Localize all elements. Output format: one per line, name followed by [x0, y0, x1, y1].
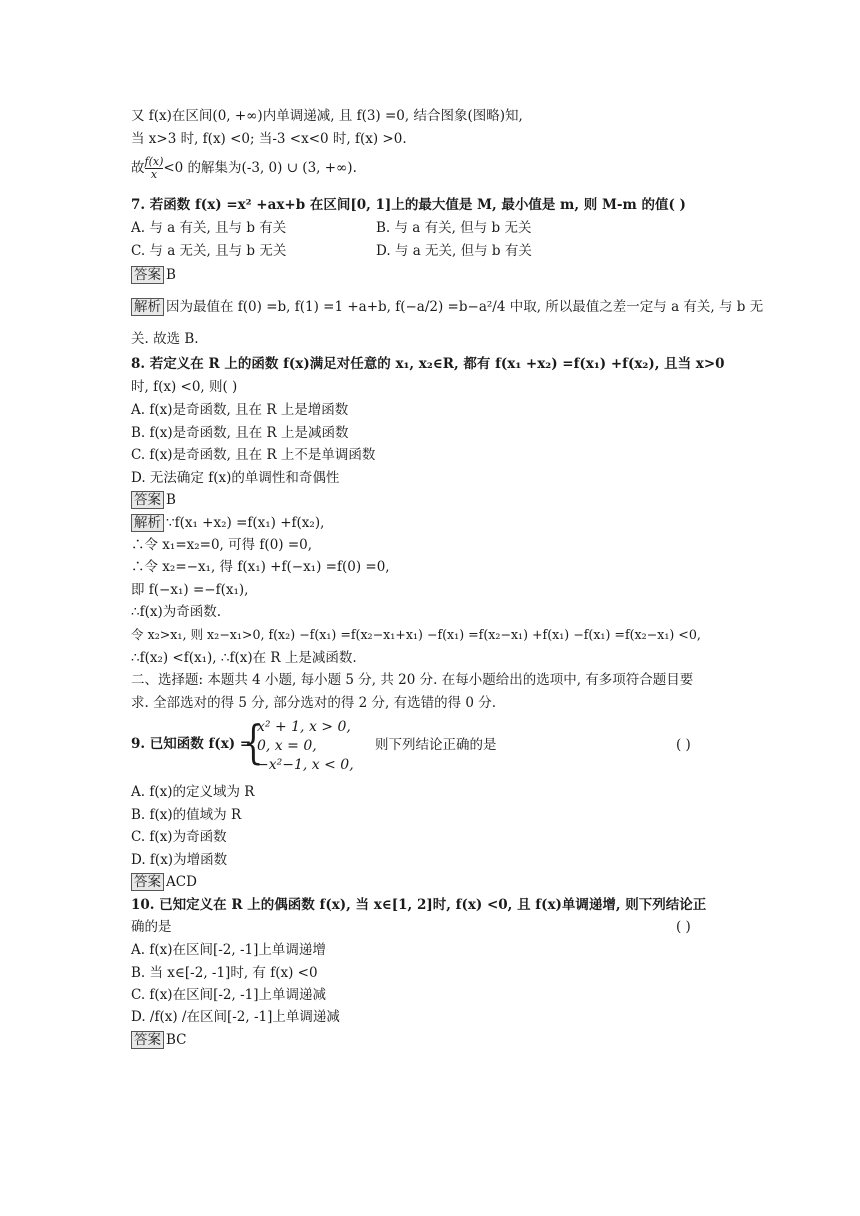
- analysis-7-line1: [131, 298, 763, 316]
- option-10d: D. /f(x) /在区间[-2, -1]上单调递减: [131, 1009, 340, 1025]
- question-9-tail: 则下列结论正确的是: [375, 737, 497, 753]
- question-8-line2: 时, f(x) <0, 则( ): [131, 379, 238, 395]
- analysis-8-line3: ∴令 x₂=−x₁, 得 f(x₁) +f(−x₁) =f(0) =0,: [131, 559, 390, 575]
- question-8-line1: 8. 若定义在 R 上的函数 f(x)满足对任意的 x₁, x₂∈R, 都有 f(x₁ +x₂) =f(x₁) +f(x₂), 且当 x>0: [131, 356, 725, 372]
- analysis-text: ∵f(x₁ +x₂) =f(x₁) +f(x₂),: [166, 515, 325, 531]
- option-9c: C. f(x)为奇函数: [131, 829, 227, 845]
- answer-paren: ( ): [676, 919, 691, 935]
- answer-paren: ( ): [676, 737, 691, 753]
- option-7b: B. 与 a 有关, 但与 b 无关: [376, 220, 532, 236]
- section-2-line1: 二、选择题: 本题共 4 小题, 每小题 5 分, 共 20 分. 在每小题给出的选项中, 有多项符合题目要: [131, 672, 694, 688]
- answer-value: B: [166, 267, 176, 283]
- option-8a: A. f(x)是奇函数, 且在 R 上是增函数: [131, 402, 349, 418]
- analysis-text: 因为最值在 f(0) =b, f(1) =1 +a+b, f(−a/2) =b−a²/4 中取, 所以最值之差一定与 a 有关, 与 b 无: [166, 299, 764, 315]
- answer-value: ACD: [166, 874, 197, 890]
- analysis-8-line4: 即 f(−x₁) =−f(x₁),: [131, 582, 249, 598]
- fraction: [145, 156, 164, 181]
- answer-label: 答案: [131, 1031, 164, 1049]
- analysis-8-line2: ∴令 x₁=x₂=0, 可得 f(0) =0,: [131, 537, 313, 553]
- question-10-line1: 10. 已知定义在 R 上的偶函数 f(x), 当 x∈[1, 2]时, f(x) <0, 且 f(x)单调递增, 则下列结论正: [131, 897, 707, 913]
- question-9-stem: 9. 已知函数 f(x) =: [131, 736, 252, 752]
- section-2-line2: 求. 全部选对的得 5 分, 部分选对的得 2 分, 有选错的得 0 分.: [131, 695, 497, 711]
- analysis-8-line6: 令 x₂>x₁, 则 x₂−x₁>0, f(x₂) −f(x₁) =f(x₂−x₁+x₁) −f(x₁) =f(x₂−x₁) +f(x₁) −f(x₁) =f(x₂−x₁) <0,: [131, 627, 701, 642]
- option-8d: D. 无法确定 f(x)的单调性和奇偶性: [131, 470, 340, 486]
- piece-2: 0, x = 0,: [257, 738, 317, 754]
- answer-value: BC: [166, 1032, 187, 1048]
- option-10c: C. f(x)在区间[-2, -1]上单调递减: [131, 987, 326, 1003]
- option-7d: D. 与 a 无关, 但与 b 有关: [376, 243, 532, 259]
- analysis-8-line1: [131, 514, 324, 532]
- text-line: [131, 156, 357, 181]
- question-10-line2: 确的是: [131, 919, 172, 935]
- analysis-label: 解析: [131, 514, 164, 532]
- answer-10: [131, 1031, 187, 1049]
- answer-7: [131, 266, 176, 284]
- fraction-numerator: f(x): [144, 155, 164, 168]
- option-8c: C. f(x)是奇函数, 且在 R 上不是单调函数: [131, 447, 376, 463]
- question-7: 7. 若函数 f(x) =x² +ax+b 在区间[0, 1]上的最大值是 M, 最小值是 m, 则 M-m 的值( ): [131, 197, 686, 213]
- option-7c: C. 与 a 无关, 且与 b 无关: [131, 243, 287, 259]
- answer-label: 答案: [131, 266, 164, 284]
- option-10b: B. 当 x∈[-2, -1]时, 有 f(x) <0: [131, 965, 318, 981]
- text-line: 当 x>3 时, f(x) <0; 当-3 <x<0 时, f(x) >0.: [131, 131, 407, 147]
- answer-value: B: [166, 492, 176, 508]
- answer-label: 答案: [131, 491, 164, 509]
- text-fragment: 故: [131, 160, 145, 176]
- answer-8: [131, 491, 176, 509]
- left-brace-icon: {: [243, 715, 264, 769]
- piece-3: −x²−1, x < 0,: [257, 757, 354, 773]
- option-9d: D. f(x)为增函数: [131, 852, 228, 868]
- piece-1: x² + 1, x > 0,: [257, 719, 351, 735]
- answer-9: [131, 873, 197, 891]
- analysis-8-line7: ∴f(x₂) <f(x₁), ∴f(x)在 R 上是减函数.: [131, 650, 357, 666]
- analysis-7-line2: 关. 故选 B.: [131, 331, 199, 347]
- option-7a: A. 与 a 有关, 且与 b 有关: [131, 220, 287, 236]
- option-9b: B. f(x)的值域为 R: [131, 807, 242, 823]
- option-8b: B. f(x)是奇函数, 且在 R 上是减函数: [131, 425, 349, 441]
- analysis-8-line5: ∴f(x)为奇函数.: [131, 604, 222, 620]
- answer-label: 答案: [131, 873, 164, 891]
- analysis-label: 解析: [131, 298, 164, 316]
- option-10a: A. f(x)在区间[-2, -1]上单调递增: [131, 942, 326, 958]
- text-line: 又 f(x)在区间(0, +∞)内单调递减, 且 f(3) =0, 结合图象(图略)知,: [131, 108, 523, 124]
- text-fragment: <0 的解集为(-3, 0) ∪ (3, +∞).: [163, 160, 357, 176]
- fraction-denominator: x: [150, 168, 158, 181]
- option-9a: A. f(x)的定义域为 R: [131, 784, 255, 800]
